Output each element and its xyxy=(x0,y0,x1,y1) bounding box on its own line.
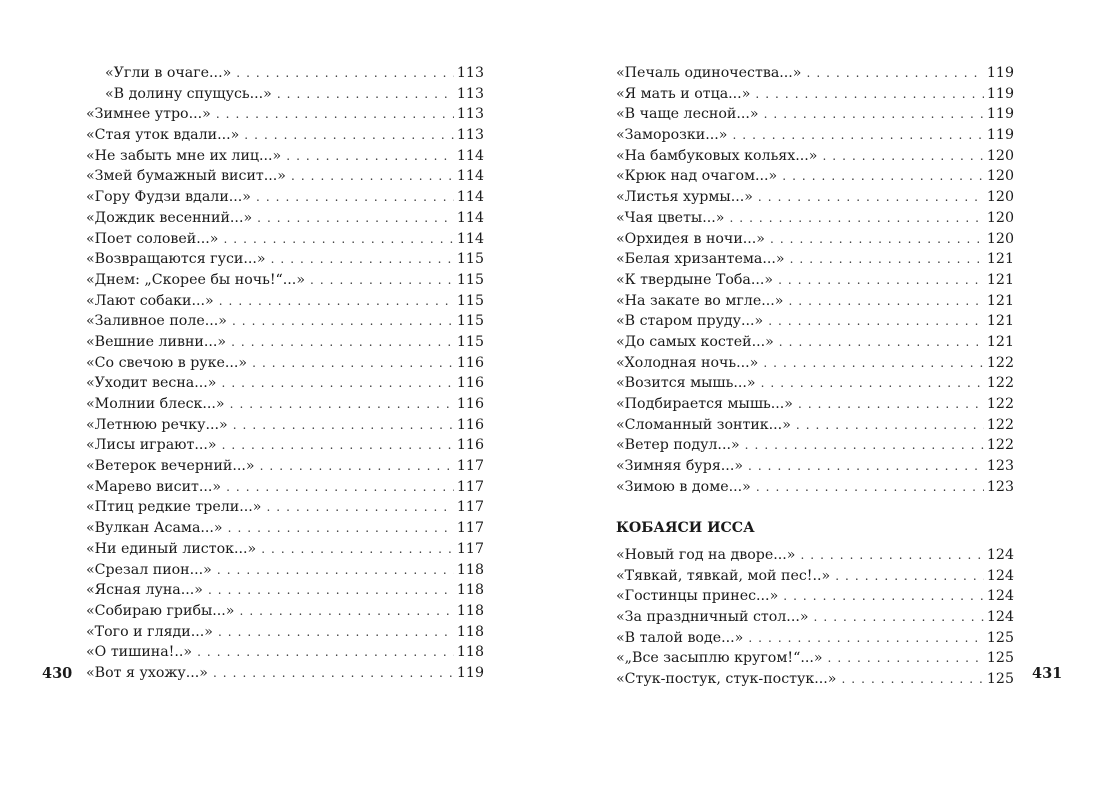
toc-entry-title: «Ни единый листок...» xyxy=(86,540,257,557)
toc-entry xyxy=(86,663,484,684)
toc-entry-page: 113 xyxy=(456,85,484,102)
toc-entry-title: «Того и гляди...» xyxy=(86,623,213,640)
toc-entry-title: «Поет соловей...» xyxy=(86,230,219,247)
dot-leader xyxy=(213,663,454,684)
dot-leader xyxy=(745,435,984,456)
toc-entry xyxy=(616,353,1014,374)
toc-entry xyxy=(616,415,1014,436)
toc-entry xyxy=(616,311,1014,332)
toc-entry-page: 124 xyxy=(986,588,1014,605)
toc-entry-page: 114 xyxy=(456,189,484,206)
toc-entry xyxy=(86,497,484,518)
toc-entry-page: 119 xyxy=(986,65,1014,81)
dot-leader xyxy=(266,497,453,518)
toc-entry-title: «О тишина!..» xyxy=(86,644,193,661)
toc-entry xyxy=(616,291,1014,312)
toc-entry xyxy=(86,208,484,229)
toc-entry-page: 116 xyxy=(456,375,484,392)
toc-entry-page: 117 xyxy=(456,520,484,537)
dot-leader xyxy=(783,586,984,607)
dot-leader xyxy=(729,208,983,229)
dot-leader xyxy=(232,311,454,332)
toc-entry-title: «Срезал пион...» xyxy=(86,561,212,578)
toc-entry-title: «Возвращаются гуси...» xyxy=(86,251,266,268)
toc-entry xyxy=(86,373,484,394)
toc-entry xyxy=(86,291,484,312)
toc-entry xyxy=(86,415,484,436)
dot-leader xyxy=(260,456,454,477)
dot-leader xyxy=(221,373,453,394)
toc-entry xyxy=(86,353,484,374)
toc-entry-title: «Дождик весенний...» xyxy=(86,209,253,226)
toc-entry-page: 120 xyxy=(986,230,1014,247)
dot-leader xyxy=(763,353,984,374)
dot-leader xyxy=(768,311,984,332)
toc-entry-title: «Вешние ливни...» xyxy=(86,333,227,350)
toc-entry-title: «Вот я ухожу...» xyxy=(86,664,208,681)
toc-entry-page: 125 xyxy=(986,650,1014,667)
toc-entry-title: «Подбирается мышь...» xyxy=(616,396,793,412)
toc-entry-title: «Лают собаки...» xyxy=(86,292,214,309)
dot-leader xyxy=(828,648,984,669)
toc-entry-title: «Возится мышь...» xyxy=(616,375,756,392)
toc-entry xyxy=(86,332,484,353)
toc-entry-title: «Угли в очаге...» xyxy=(105,65,232,81)
toc-entry-title: «На бамбуковых кольях...» xyxy=(616,147,818,164)
toc-entry-page: 117 xyxy=(456,478,484,495)
toc-entry xyxy=(616,187,1014,208)
toc-entry-page: 125 xyxy=(986,670,1014,687)
toc-entry-page: 118 xyxy=(456,623,484,640)
dot-leader xyxy=(236,63,454,84)
toc-entry-title: «Ветерок вечерний...» xyxy=(86,458,255,475)
toc-entry-page: 121 xyxy=(986,333,1014,350)
toc-entry xyxy=(86,187,484,208)
dot-leader xyxy=(310,270,454,291)
dot-leader xyxy=(231,332,454,353)
toc-entry-page: 119 xyxy=(986,85,1014,102)
toc-entry-title: «Уходит весна...» xyxy=(86,375,217,392)
toc-entry xyxy=(616,229,1014,250)
toc-entry xyxy=(86,477,484,498)
left-page-toc xyxy=(86,63,484,684)
toc-entry-title: «Новый год на дворе...» xyxy=(616,546,796,563)
toc-entry-page: 117 xyxy=(456,499,484,516)
toc-entry-page: 123 xyxy=(986,478,1014,495)
dot-leader xyxy=(222,435,454,456)
toc-entry-page: 121 xyxy=(986,251,1014,268)
book-spread xyxy=(0,63,1100,763)
toc-entry xyxy=(86,456,484,477)
toc-entry-page: 114 xyxy=(456,147,484,164)
toc-entry-title: «Чая цветы...» xyxy=(616,209,725,226)
toc-entry-page: 115 xyxy=(456,313,484,330)
toc-entry-title: «Стая уток вдали...» xyxy=(86,127,240,144)
toc-entry-page: 118 xyxy=(456,582,484,599)
toc-entry-page: 115 xyxy=(456,271,484,288)
dot-leader xyxy=(822,146,983,167)
dot-leader xyxy=(814,607,984,628)
toc-entry-title: «Заливное поле...» xyxy=(86,313,227,330)
toc-entry-title: «На закате во мгле...» xyxy=(616,292,784,309)
dot-leader xyxy=(219,291,454,312)
toc-entry-title: «К твердыне Тоба...» xyxy=(616,271,774,288)
dot-leader xyxy=(216,104,454,125)
toc-entry-page: 118 xyxy=(456,561,484,578)
toc-entry-title: «Белая хризантема...» xyxy=(616,251,785,268)
dot-leader xyxy=(257,208,454,229)
toc-entry-page: 119 xyxy=(986,106,1014,123)
toc-entry xyxy=(86,229,484,250)
dot-leader xyxy=(779,332,984,353)
toc-entry-title: «Гостинцы принес...» xyxy=(616,588,779,605)
dot-leader xyxy=(835,566,984,587)
toc-entry xyxy=(616,669,1014,690)
dot-leader xyxy=(217,560,454,581)
dot-leader xyxy=(770,229,984,250)
toc-entry xyxy=(86,166,484,187)
toc-entry-title: «Днем: „Скорее бы ночь!“...» xyxy=(86,271,305,288)
toc-entry-page: 122 xyxy=(986,416,1014,433)
toc-entry xyxy=(86,146,484,167)
toc-entry-title: «В чаще лесной...» xyxy=(616,106,759,123)
toc-entry-title: «Летнюю речку...» xyxy=(86,416,228,433)
dot-leader xyxy=(218,622,454,643)
dot-leader xyxy=(256,187,454,208)
toc-entry-title: «Не забыть мне их лиц...» xyxy=(86,147,282,164)
toc-entry-page: 120 xyxy=(986,189,1014,206)
dot-leader xyxy=(197,642,454,663)
toc-entry-page: 116 xyxy=(456,396,484,412)
dot-leader xyxy=(226,477,454,498)
toc-entry xyxy=(616,394,1014,415)
toc-entry-title: «Ясная луна...» xyxy=(86,582,203,599)
toc-entry-page: 114 xyxy=(456,230,484,247)
dot-leader xyxy=(796,415,984,436)
toc-entry-page: 113 xyxy=(456,106,484,123)
dot-leader xyxy=(748,456,984,477)
toc-entry xyxy=(616,104,1014,125)
toc-entry-title: «За праздничный стол...» xyxy=(616,608,809,625)
dot-leader xyxy=(756,477,984,498)
toc-entry-title: «Сломанный зонтик...» xyxy=(616,416,791,433)
dot-leader xyxy=(761,373,984,394)
toc-entry-title: «Зимняя буря...» xyxy=(616,458,744,475)
dot-leader xyxy=(778,270,984,291)
toc-entry-title: «До самых костей...» xyxy=(616,333,774,350)
toc-entry-title: «В талой воде...» xyxy=(616,629,744,646)
toc-entry-page: 118 xyxy=(456,644,484,661)
toc-entry-page: 121 xyxy=(986,292,1014,309)
toc-entry xyxy=(616,373,1014,394)
dot-leader xyxy=(788,291,983,312)
dot-leader xyxy=(748,628,984,649)
toc-entry xyxy=(86,622,484,643)
page-number-left: 430 xyxy=(42,665,73,682)
toc-entry xyxy=(616,84,1014,105)
dot-leader xyxy=(800,545,983,566)
toc-entry-title: «Печаль одиночества...» xyxy=(616,65,802,81)
toc-entry-page: 124 xyxy=(986,546,1014,563)
dot-leader xyxy=(223,229,453,250)
toc-entry-title: «Молнии блеск...» xyxy=(86,396,225,412)
dot-leader xyxy=(271,249,454,270)
toc-entry xyxy=(616,477,1014,498)
toc-entry-title: «Тявкай, тявкай, мой пес!..» xyxy=(616,567,831,584)
toc-entry xyxy=(86,539,484,560)
toc-entry-page: 123 xyxy=(986,458,1014,475)
toc-entry-title: «Ветер подул...» xyxy=(616,437,740,454)
toc-entry-title: «Я мать и отца...» xyxy=(616,85,751,102)
toc-entry-page: 120 xyxy=(986,209,1014,226)
toc-entry-title: «„Все засыплю кругом!“...» xyxy=(616,650,823,667)
toc-entry xyxy=(616,270,1014,291)
dot-leader xyxy=(782,166,984,187)
toc-entry xyxy=(86,63,484,84)
toc-entry xyxy=(86,84,484,105)
dot-leader xyxy=(230,394,454,415)
toc-entry xyxy=(616,166,1014,187)
section-heading: КОБАЯСИ ИССА xyxy=(616,520,755,537)
toc-entry-title: «В старом пруду...» xyxy=(616,313,764,330)
toc-entry-page: 117 xyxy=(456,458,484,475)
dot-leader xyxy=(286,146,454,167)
dot-leader xyxy=(208,580,454,601)
toc-entry-title: «Зимою в доме...» xyxy=(616,478,751,495)
toc-entry-page: 114 xyxy=(456,168,484,185)
toc-entry-page: 115 xyxy=(456,333,484,350)
dot-leader xyxy=(233,415,454,436)
dot-leader xyxy=(807,63,984,84)
toc-entry-title: «Марево висит...» xyxy=(86,478,222,495)
toc-entry-page: 125 xyxy=(986,629,1014,646)
toc-entry xyxy=(86,435,484,456)
toc-entry-page: 122 xyxy=(986,375,1014,392)
dot-leader xyxy=(758,187,984,208)
dot-leader xyxy=(798,394,984,415)
toc-entry-page: 122 xyxy=(986,437,1014,454)
dot-leader xyxy=(291,166,454,187)
toc-entry-page: 120 xyxy=(986,168,1014,185)
toc-entry-title: «Птиц редкие трели...» xyxy=(86,499,262,516)
toc-entry xyxy=(86,104,484,125)
toc-entry-title: «Гору Фудзи вдали...» xyxy=(86,189,251,206)
toc-entry-title: «Крюк над очагом...» xyxy=(616,168,778,185)
toc-entry xyxy=(616,249,1014,270)
dot-leader xyxy=(732,125,983,146)
toc-entry xyxy=(616,648,1014,669)
toc-entry xyxy=(86,394,484,415)
toc-entry-title: «В долину спущусь...» xyxy=(105,85,272,102)
toc-entry xyxy=(86,249,484,270)
toc-entry-page: 115 xyxy=(456,251,484,268)
toc-entry-title: «Лисы играют...» xyxy=(86,437,217,454)
dot-leader xyxy=(228,518,454,539)
toc-entry xyxy=(86,580,484,601)
dot-leader xyxy=(261,539,454,560)
toc-entry-page: 122 xyxy=(986,396,1014,412)
toc-entry-page: 122 xyxy=(986,354,1014,371)
toc-entry xyxy=(86,311,484,332)
toc-entry xyxy=(86,125,484,146)
toc-entry xyxy=(616,125,1014,146)
dot-leader xyxy=(277,84,454,105)
toc-entry xyxy=(616,435,1014,456)
toc-entry-page: 118 xyxy=(456,602,484,619)
toc-entry-title: «Со свечою в руке...» xyxy=(86,354,248,371)
toc-entry-page: 113 xyxy=(456,127,484,144)
toc-entry xyxy=(616,332,1014,353)
toc-entry-page: 121 xyxy=(986,313,1014,330)
toc-entry xyxy=(616,545,1014,566)
toc-list-before-heading xyxy=(616,63,1014,497)
toc-entry-title: «Холодная ночь...» xyxy=(616,354,759,371)
page-number-right: 431 xyxy=(1032,665,1063,682)
dot-leader xyxy=(790,249,984,270)
toc-entry xyxy=(616,566,1014,587)
dot-leader xyxy=(244,125,454,146)
toc-entry-page: 120 xyxy=(986,147,1014,164)
toc-entry-title: «Листья хурмы...» xyxy=(616,189,753,206)
toc-entry-page: 119 xyxy=(456,664,484,681)
toc-entry-page: 116 xyxy=(456,354,484,371)
toc-entry-page: 114 xyxy=(456,209,484,226)
toc-entry xyxy=(86,270,484,291)
toc-entry-title: «Зимнее утро...» xyxy=(86,106,211,123)
toc-entry-page: 124 xyxy=(986,608,1014,625)
toc-entry-title: «Собираю грибы...» xyxy=(86,602,235,619)
toc-entry xyxy=(616,456,1014,477)
dot-leader xyxy=(841,669,983,690)
toc-entry-title: «Заморозки...» xyxy=(616,127,728,144)
toc-entry-title: «Орхидея в ночи...» xyxy=(616,230,765,247)
toc-entry-page: 116 xyxy=(456,416,484,433)
dot-leader xyxy=(240,601,454,622)
toc-entry-page: 116 xyxy=(456,437,484,454)
toc-entry-page: 113 xyxy=(456,65,484,81)
toc-entry-page: 119 xyxy=(986,127,1014,144)
toc-entry xyxy=(616,586,1014,607)
toc-entry xyxy=(616,146,1014,167)
toc-list-after-heading xyxy=(616,545,1014,690)
toc-entry-title: «Стук-постук, стук-постук...» xyxy=(616,670,837,687)
toc-entry xyxy=(616,607,1014,628)
toc-entry-page: 121 xyxy=(986,271,1014,288)
toc-entry xyxy=(616,628,1014,649)
right-page-toc xyxy=(616,63,1014,690)
toc-entry-page: 117 xyxy=(456,540,484,557)
toc-entry xyxy=(616,208,1014,229)
toc-entry xyxy=(86,601,484,622)
toc-entry-page: 115 xyxy=(456,292,484,309)
dot-leader xyxy=(764,104,984,125)
toc-entry-page: 124 xyxy=(986,567,1014,584)
toc-entry-title: «Вулкан Асама...» xyxy=(86,520,223,537)
toc-entry-title: «Змей бумажный висит...» xyxy=(86,168,286,185)
toc-entry xyxy=(86,518,484,539)
toc-entry xyxy=(86,560,484,581)
dot-leader xyxy=(252,353,454,374)
toc-entry xyxy=(86,642,484,663)
toc-entry xyxy=(616,63,1014,84)
dot-leader xyxy=(755,84,984,105)
